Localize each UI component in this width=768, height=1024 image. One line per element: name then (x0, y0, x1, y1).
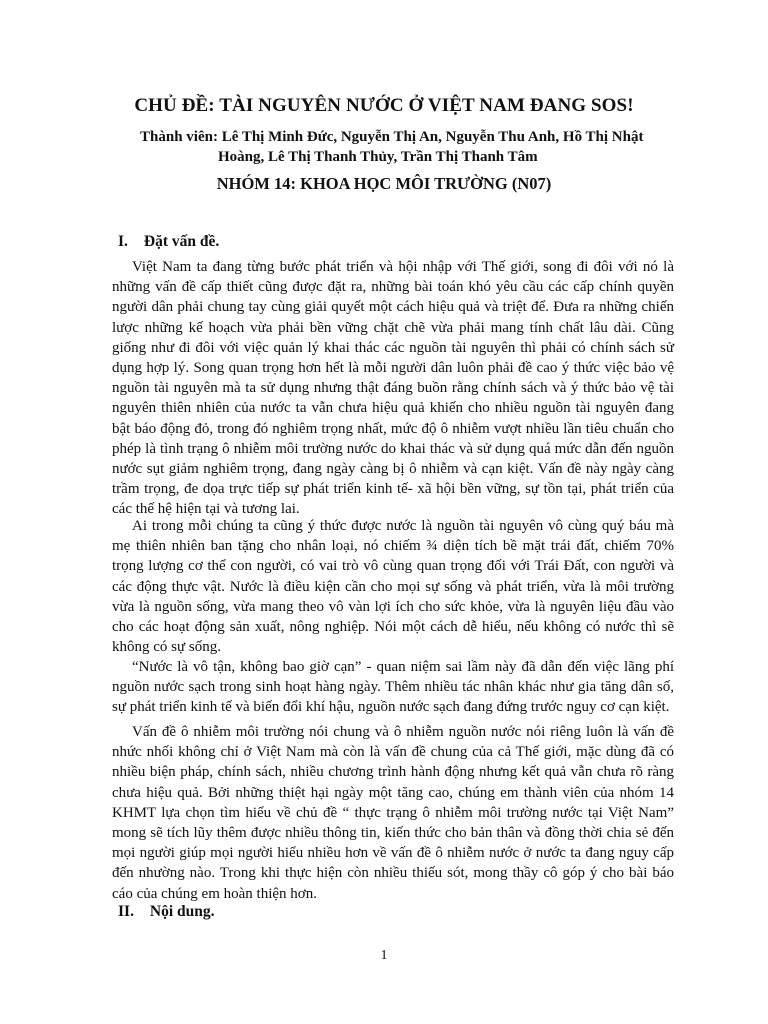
section-label-1: Đặt vấn đề. (143, 233, 220, 250)
members-list (140, 127, 660, 167)
document-title: CHỦ ĐỀ: TÀI NGUYÊN NƯỚC Ở VIỆT NAM ĐANG SOS! (134, 95, 634, 116)
members-line-2: Hoàng, Lê Thị Thanh Thủy, Trần Thị Thanh Tâm (218, 149, 538, 165)
section-number-2: II. (118, 903, 134, 920)
paragraph-4: Vấn đề ô nhiễm môi trường nói chung và ô nhiễm nguồn nước nói riêng luôn là vấn đề nhức nhối không chỉ ở Việt Nam mà còn là vấn đề chung của cả Thế giới, mặc dùng đã có nhiều biện pháp, chính sách, nhiều chương trình hành động nhưng kết quả vẫn chưa rõ ràng chưa hiệu quả. Bởi những thiệt hại ngày một tăng cao, chúng em thành viên của nhóm 14 KHMT lựa chọn tìm hiểu về chủ đề “ thực trạng ô nhiễm môi trường nước tại Việt Nam” mong sẽ tích lũy thêm được nhiều thông tin, kiến thức cho bản thân và đồng thời chia sẻ đến mọi người giúp mọi người hiểu nhiều hơn về vấn đề ô nhiễm nước ở nước ta đang nguy cấp đến nhường nào. Trong khi thực hiện còn nhiều thiếu sót, mong thầy cô góp ý cho bài báo cáo của chúng em hoàn thiện hơn. (112, 724, 674, 902)
paragraph-3: “Nước là vô tận, không bao giờ cạn” - quan niệm sai lầm này đã dẫn đến việc lãng phí nguồn nước sạch trong sinh hoạt hàng ngày. Thêm nhiều tác nhân khác như gia tăng dân số, sự phát triển kinh tế và biến đổi khí hậu, nguồn nước sạch đang đứng trước nguy cơ cạn kiệt. (112, 659, 674, 716)
paragraph-1: Việt Nam ta đang từng bước phát triển và hội nhập với Thế giới, song đi đôi với nó là những vấn đề cấp thiết cũng được đặt ra, những bài toán khó yêu cầu các cấp chính quyền người dân phải chung tay cùng giải quyết một cách hiệu quả và triệt để. Đưa ra những chiến lược những kế hoạch vừa phải bền vững chặt chẽ vừa phải mang tính chất lâu dài. Cũng giống như đi đôi với việc quản lý khai thác các nguồn tài nguyên thì phải có chính sách sử dụng hợp lý. Song quan trọng hơn hết là mỗi người dân luôn phải đề cao ý thức việc bảo vệ nguồn tài nguyên mà ta sử dụng nhưng thật đáng buồn rằng chính sách và ý thức bảo vệ tài nguyên thiên nhiên của nước ta vẫn chưa hiệu quả khiến cho nhiều nguồn tài nguyên đang bật báo động đỏ, trong đó nghiêm trọng nhất, mức độ ô nhiễm vượt nhiều lần tiêu chuẩn cho phép là tình trạng ô nhiễm môi trường nước do khai thác và sử dụng quá mức dẫn đến nguồn nước sụt giảm nghiêm trọng, đang ngày càng bị ô nhiễm và cạn kiệt. Vấn đề này ngày càng trầm trọng, đe dọa trực tiếp sự phát triển kinh tế- xã hội bền vững, sự tồn tại, phát triển của các thế hệ hiện tại và tương lai. (112, 259, 674, 518)
paragraph-2: Ai trong mỗi chúng ta cũng ý thức được nước là nguồn tài nguyên vô cùng quý báu mà mẹ thiên nhiên ban tặng cho nhân loại, nó chiếm ¾ diện tích bề mặt trái đất, chiếm 70% trọng lượng cơ thể con người, có vai trò vô cùng quan trọng đối với Trái Đất, con người và các động thực vật. Nước là điều kiện cần cho mọi sự sống và phát triển, vừa là môi trường vừa là nguồn sống, vừa mang theo vô vàn lợi ích cho sức khỏe, vừa là nguyên liệu đầu vào cho các hoạt động sản xuất, nông nghiệp. Nói một cách dễ hiểu, nếu không có nước thì sẽ không có sự sống. (112, 518, 674, 656)
section-label-2: Nội dung. (149, 903, 215, 920)
group-heading: NHÓM 14: KHOA HỌC MÔI TRƯỜNG (N07) (216, 174, 552, 193)
section-number-1: I. (118, 233, 128, 250)
section-heading-1 (118, 233, 219, 251)
members-line-1: Thành viên: Lê Thị Minh Đức, Nguyễn Thị An, Nguyễn Thu Anh, Hồ Thị Nhật (140, 129, 644, 145)
page-number: 1 (380, 948, 388, 963)
section-heading-2 (118, 903, 215, 921)
